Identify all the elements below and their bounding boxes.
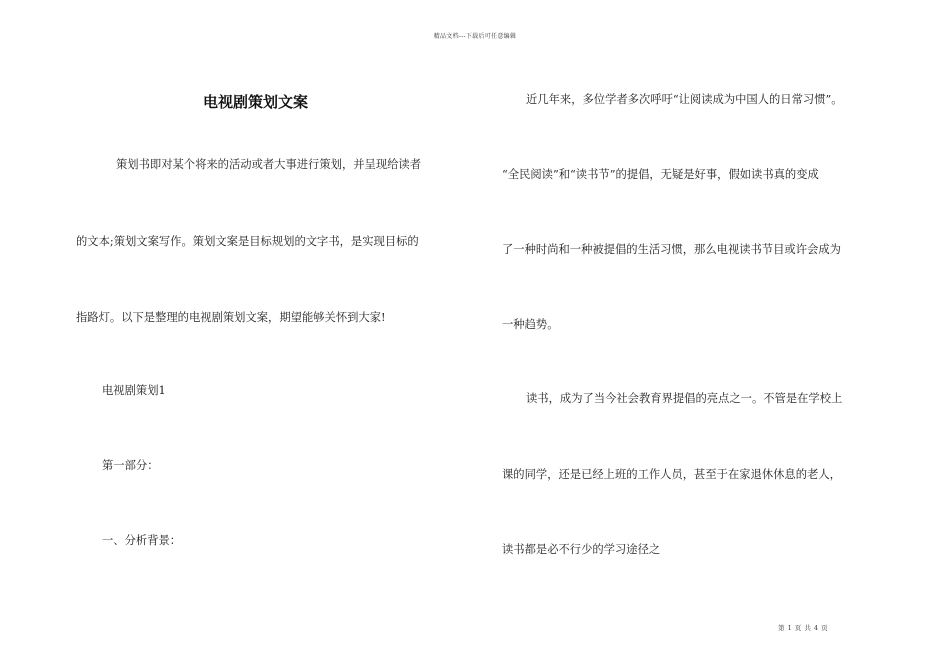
paragraph-line: 策划书即对某个将来的活动或者大事进行策划，并呈现给读者 bbox=[116, 158, 422, 171]
paragraph-line: 指路灯。以下是整理的电视剧策划文案，期望能够关怀到大家! bbox=[76, 311, 386, 324]
paragraph-line: 了一种时尚和一种被提倡的生活习惯，那么电视读书节目或许会成为 bbox=[502, 243, 841, 256]
header-note: 精品文档---下载后可任意编辑 bbox=[433, 33, 517, 40]
section-heading: 一、分析背景： bbox=[102, 534, 182, 547]
paragraph-line: “全民阅读”和“读书节”的提倡，无疑是好事，假如读书真的变成 bbox=[502, 168, 819, 181]
paragraph-line: 一种趋势。 bbox=[502, 318, 559, 331]
paragraph-line: 近几年来，多位学者多次呼吁“让阅读成为中国人的日常习惯”。 bbox=[526, 93, 843, 106]
paragraph-line: 读书，成为了当今社会教育界提倡的亮点之一。不管是在学校上 bbox=[526, 392, 843, 405]
left-column bbox=[76, 0, 466, 672]
document-title: 电视剧策划文案 bbox=[203, 93, 309, 111]
page-number: 第 1 页 共 4 页 bbox=[778, 624, 829, 632]
section-heading: 电视剧策划1 bbox=[102, 384, 166, 397]
paragraph-line: 的文本;策划文案写作。策划文案是目标规划的文字书，是实现目标的 bbox=[76, 235, 419, 248]
paragraph-line: 课的同学，还是已经上班的工作人员，甚至于在家退休休息的老人， bbox=[502, 468, 841, 481]
section-heading: 第一部分： bbox=[102, 459, 159, 472]
paragraph-line: 读书都是必不行少的学习途径之 bbox=[502, 543, 661, 556]
right-column bbox=[502, 0, 902, 672]
